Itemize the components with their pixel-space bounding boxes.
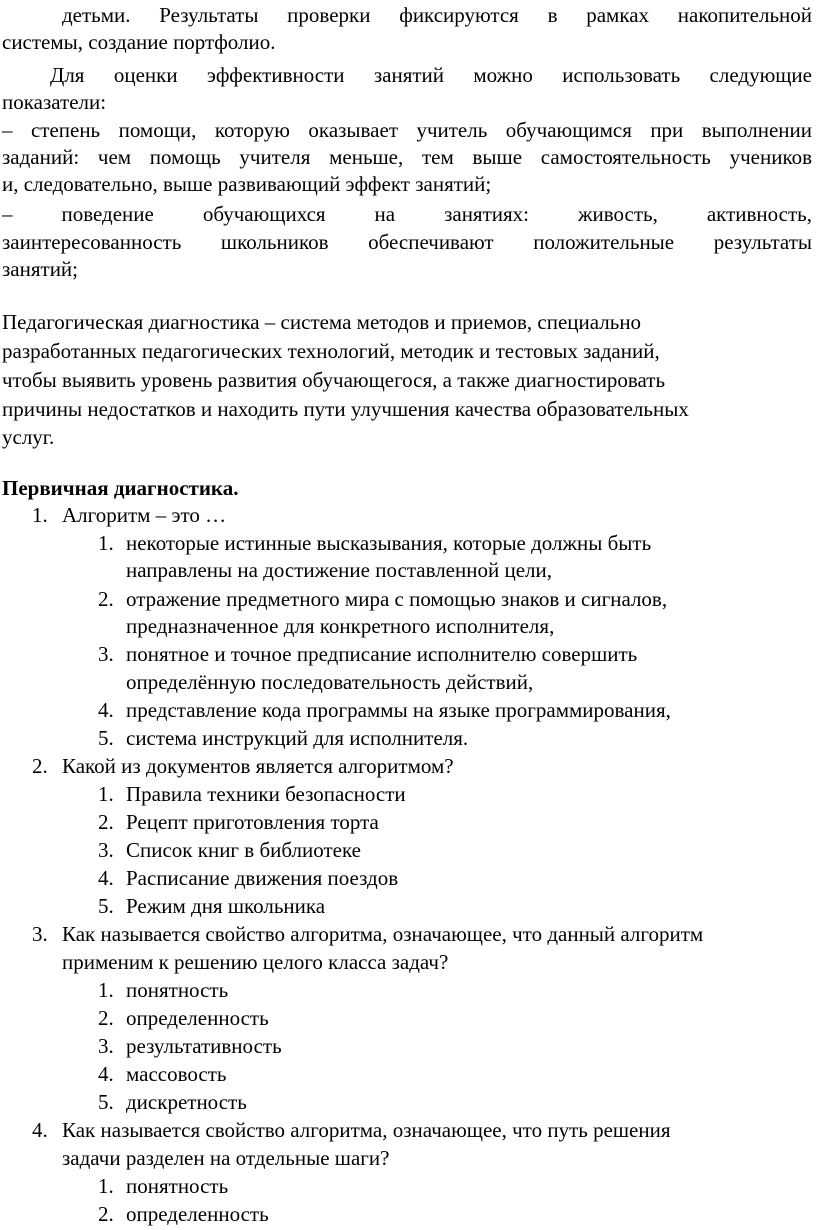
intro-p4-line2: заинтересованность школьников обеспечивают положительные результаты [2,230,812,254]
option-text-cont: предназначенное для конкретного исполнителя, [126,614,555,638]
option-number: 3. [98,642,114,666]
option-number: 1. [98,978,114,1002]
option-text: Рецепт приготовления торта [126,810,379,834]
question-number: 3. [32,922,48,946]
option-text: представление кода программы на языке программирования, [126,698,671,722]
question-text: Как называется свойство алгоритма, означающее, что путь решения [62,1118,671,1142]
intro-p4-line3: занятий; [2,257,79,281]
option-number: 2. [98,810,114,834]
intro-p3-line2: заданий: чем помощь учителя меньше, тем выше самостоятельность учеников [2,145,812,169]
option-text: Правила техники безопасности [126,782,406,806]
intro-p1-line2: системы, создание портфолио. [2,30,276,54]
option-number: 4. [98,698,114,722]
option-number: 1. [98,531,114,555]
option-text: понятность [126,978,229,1002]
option-text: отражение предметного мира с помощью знаков и сигналов, [126,587,668,611]
option-text: определенность [126,1006,269,1030]
intro-p3-line1: – степень помощи, которую оказывает учитель обучающимся при выполнении [2,118,812,142]
intro-p4-line1: – поведение обучающихся на занятиях: живость, активность, [2,202,812,226]
option-number: 3. [98,838,114,862]
option-number: 2. [98,587,114,611]
option-number: 5. [98,894,114,918]
question-text-cont: задачи разделен на отдельные шаги? [62,1146,390,1170]
question-text: Какой из документов является алгоритмом? [62,754,454,778]
option-text: некоторые истинные высказывания, которые должны быть [126,531,652,555]
option-text: Список книг в библиотеке [126,838,361,862]
option-number: 2. [98,1202,114,1226]
option-text: результативность [126,1034,282,1058]
option-text: Режим дня школьника [126,894,326,918]
question-number: 1. [32,503,48,527]
intro-p2-line1: Для оценки эффективности занятий можно использовать следующие [50,63,812,87]
option-number: 4. [98,1062,114,1086]
option-text-cont: направлены на достижение поставленной цели, [126,558,552,582]
option-text: понятное и точное предписание исполнителю совершить [126,642,638,666]
definition-line2: разработанных педагогических технологий, методик и тестовых заданий, [2,339,660,363]
definition-line3: чтобы выявить уровень развития обучающегося, а также диагностировать [2,368,666,392]
intro-p1-line1: детьми. Результаты проверки фиксируются в рамках накопительной [62,3,812,27]
option-number: 4. [98,866,114,890]
question-text-cont: применим к решению целого класса задач? [62,950,449,974]
question-number: 2. [32,754,48,778]
option-text: определенность [126,1202,269,1226]
option-text: понятность [126,1174,229,1198]
option-text: Расписание движения поездов [126,866,399,890]
option-number: 3. [98,1034,114,1058]
option-number: 1. [98,782,114,806]
definition-line4: причины недостатков и находить пути улучшения качества образовательных [2,397,689,421]
definition-line5: услуг. [2,425,55,449]
definition-line1: Педагогическая диагностика – система методов и приемов, специально [2,310,642,334]
question-number: 4. [32,1118,48,1142]
option-text: система инструкций для исполнителя. [126,726,469,750]
option-number: 1. [98,1174,114,1198]
option-text: дискретность [126,1090,247,1114]
intro-p2-line2: показатели: [2,90,107,114]
option-number: 5. [98,726,114,750]
question-text: Алгоритм – это … [62,503,227,527]
option-number: 5. [98,1090,114,1114]
option-text-cont: определённую последовательность действий, [126,670,534,694]
question-text: Как называется свойство алгоритма, означающее, что данный алгоритм [62,922,704,946]
intro-p3-line3: и, следовательно, выше развивающий эффект занятий; [2,172,492,196]
option-text: массовость [126,1062,227,1086]
option-number: 2. [98,1006,114,1030]
section-title: Первичная диагностика. [2,476,239,500]
